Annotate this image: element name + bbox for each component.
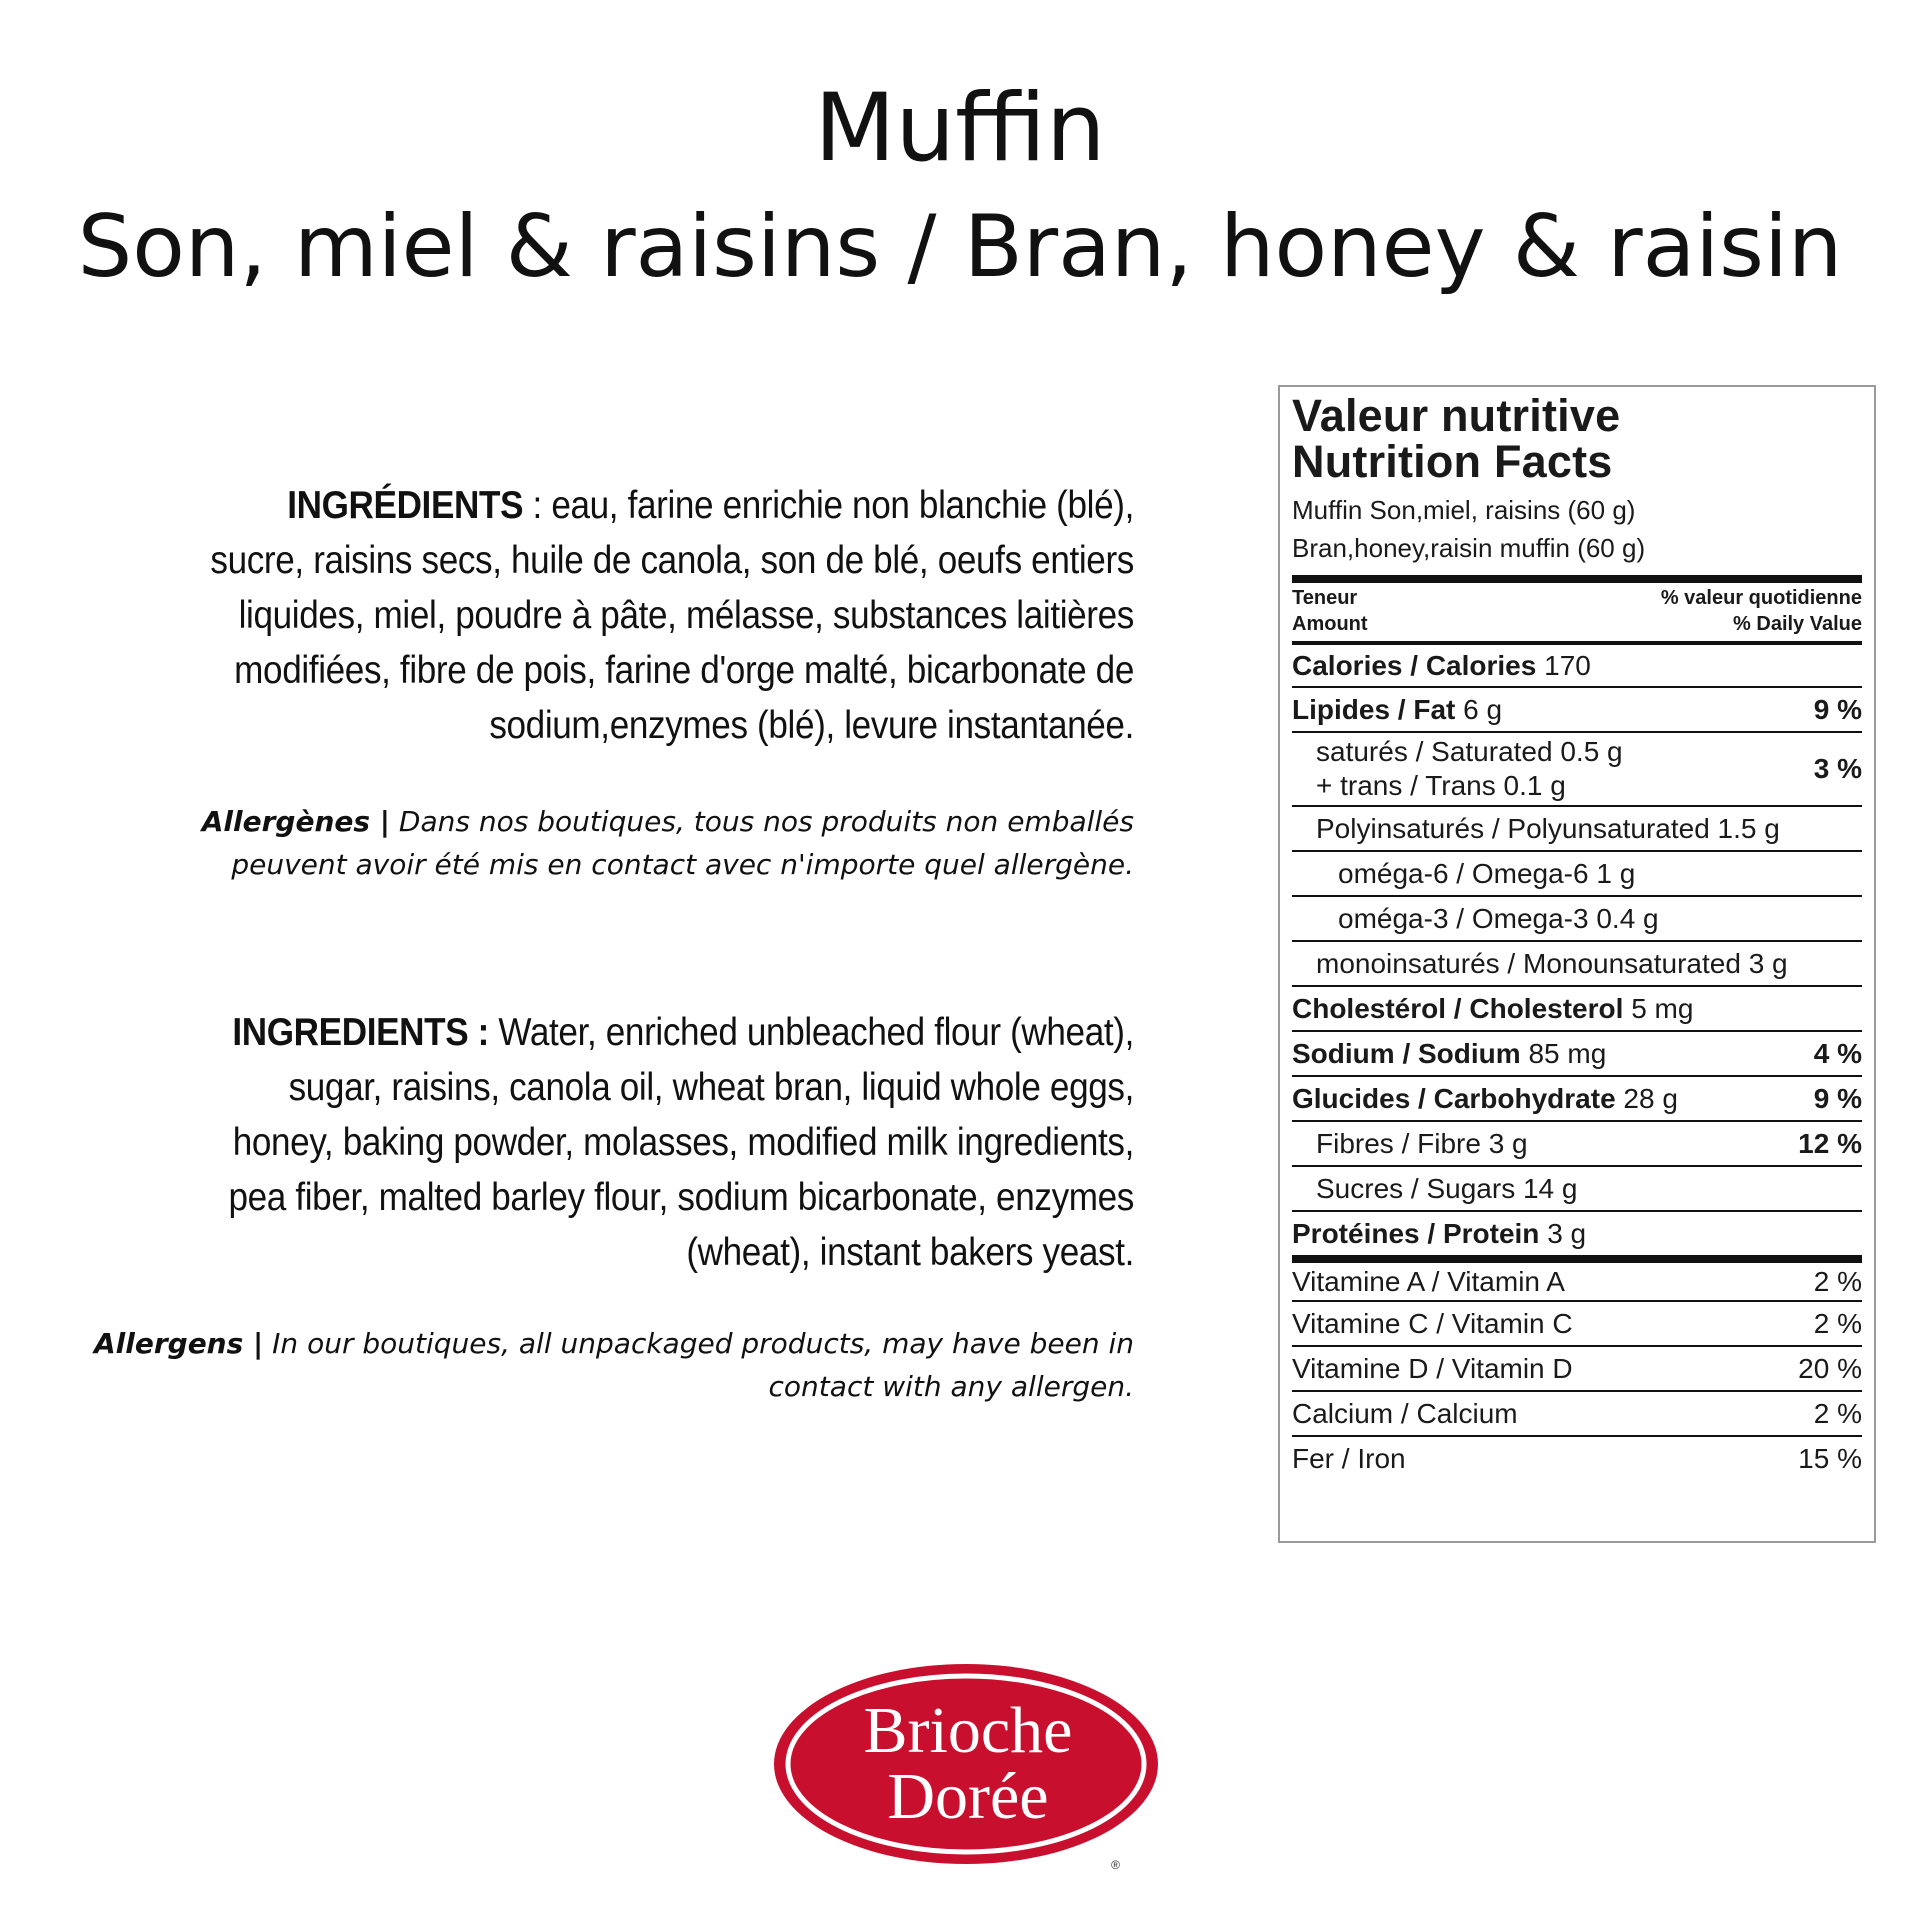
omega3-label: oméga-3 / Omega-3 0.4 g [1338, 902, 1659, 934]
carb-dv: 9 % [1813, 1082, 1862, 1114]
vitamin-dv: 20 % [1798, 1352, 1862, 1384]
nutrient-row-sugars [1292, 1165, 1862, 1210]
omega6-label: oméga-6 / Omega-6 1 g [1338, 857, 1636, 889]
logo-text-line1: Brioche [863, 1694, 1073, 1767]
nutrient-row-saturated-trans [1292, 731, 1862, 805]
logo-text-line2: Dorée [887, 1760, 1049, 1833]
ingredients-fr-text: : eau, farine enrichie non blanchie (blé), sucre, raisins secs, huile de canola, son de blé, oeufs entiers liquides, miel, poudre à pâte, mélasse, substances laitières modifiées, fibre de pois, farine d'orge malté, bicarbonate de sodium,enzymes (blé), levure instantanée. [210, 484, 1135, 747]
allergens-en [90, 1322, 1134, 1408]
registered-mark: ® [1111, 1858, 1120, 1872]
vitamin-label: Vitamine A / Vitamin A [1292, 1265, 1565, 1297]
nutrient-row-omega3 [1292, 895, 1862, 940]
page-title [0, 70, 1920, 306]
title-flavour: Son, miel & raisins / Bran, honey & raisin [77, 197, 1843, 297]
nutrition-header [1292, 583, 1862, 641]
vitamin-row [1292, 1435, 1862, 1480]
fat-dv: 9 % [1813, 693, 1862, 725]
nutrient-row-poly [1292, 805, 1862, 850]
protein-value: 3 g [1547, 1217, 1587, 1249]
fat-value: 6 g [1463, 693, 1503, 725]
trans-label: + trans / Trans 0.1 g [1316, 770, 1566, 801]
title-product: Muffin [814, 74, 1106, 183]
sodium-dv: 4 % [1813, 1037, 1862, 1069]
vitamin-label: Calcium / Calcium [1292, 1397, 1518, 1429]
nutrient-row-sodium [1292, 1030, 1862, 1075]
serving-size-en: Bran,honey,raisin muffin (60 g) [1292, 533, 1646, 563]
saturated-label: saturés / Saturated 0.5 g [1316, 736, 1623, 767]
vitamin-label: Vitamine D / Vitamin D [1292, 1352, 1573, 1384]
sodium-value: 85 mg [1528, 1037, 1607, 1069]
allergens-fr-text: Dans nos boutiques, tous nos produits non emballés peuvent avoir été mis en contact avec n'importe quel allergène. [231, 805, 1134, 881]
ingredients-en-label: INGREDIENTS : [232, 1011, 489, 1054]
divider-thick [1292, 575, 1862, 583]
allergens-fr-label: Allergènes | [201, 805, 391, 838]
fibre-label: Fibres / Fibre 3 g [1316, 1127, 1528, 1159]
nutrient-row-fibre [1292, 1120, 1862, 1165]
nutrient-row-omega6 [1292, 850, 1862, 895]
vitamin-label: Vitamine C / Vitamin C [1292, 1307, 1573, 1339]
allergens-en-text: In our boutiques, all unpackaged products, may have been in contact with any allergen. [263, 1327, 1134, 1403]
ingredients-en-text: Water, enriched unbleached flour (wheat), sugar, raisins, canola oil, wheat bran, liquid whole eggs, honey, baking powder, molasses, modified milk ingredients, pea fiber, malted barley flour, sodium bicarbonate, enzymes (wheat), instant bakers yeast. [228, 1011, 1135, 1274]
header-dv-en: % Daily Value [1733, 613, 1862, 635]
sugars-label: Sucres / Sugars 14 g [1316, 1172, 1578, 1204]
ingredients-en [194, 1005, 1134, 1280]
allergens-en-label: Allergens | [93, 1327, 264, 1360]
allergens-fr [90, 800, 1134, 886]
vitamin-row [1292, 1255, 1862, 1300]
vitamin-row [1292, 1300, 1862, 1345]
ingredients-fr [194, 478, 1134, 753]
brioche-doree-logo [770, 1660, 1166, 1872]
vitamin-row [1292, 1345, 1862, 1390]
cholesterol-label: Cholestérol / Cholesterol [1292, 992, 1624, 1024]
calories-value: 170 [1544, 649, 1591, 681]
serving-size [1292, 491, 1862, 567]
fat-label: Lipides / Fat [1292, 693, 1456, 725]
cholesterol-value: 5 mg [1631, 992, 1694, 1024]
ingredients-fr-label: INGRÉDIENTS [287, 484, 524, 527]
header-amount-en: Amount [1292, 613, 1368, 635]
vitamin-row [1292, 1390, 1862, 1435]
nutrition-title-en: Nutrition Facts [1292, 436, 1613, 487]
nutrient-row-protein [1292, 1210, 1862, 1255]
poly-label: Polyinsaturés / Polyunsaturated 1.5 g [1316, 812, 1780, 844]
nutrient-row-fat [1292, 686, 1862, 731]
vitamin-dv: 15 % [1798, 1442, 1862, 1474]
nutrition-facts-panel [1278, 385, 1876, 1543]
calories-label: Calories / Calories [1292, 649, 1537, 681]
nutrient-row-cholesterol [1292, 985, 1862, 1030]
nutrient-row-carbohydrate [1292, 1075, 1862, 1120]
vitamin-label: Fer / Iron [1292, 1442, 1406, 1474]
nutrient-row-mono [1292, 940, 1862, 985]
carb-label: Glucides / Carbohydrate [1292, 1082, 1616, 1114]
nutrient-row-calories [1292, 641, 1862, 686]
serving-size-fr: Muffin Son,miel, raisins (60 g) [1292, 495, 1636, 525]
header-amount-fr: Teneur [1292, 587, 1358, 609]
mono-label: monoinsaturés / Monounsaturated 3 g [1316, 947, 1788, 979]
protein-label: Protéines / Protein [1292, 1217, 1540, 1249]
sodium-label: Sodium / Sodium [1292, 1037, 1521, 1069]
sat-trans-dv: 3 % [1813, 753, 1862, 784]
carb-value: 28 g [1623, 1082, 1678, 1114]
header-dv-fr: % valeur quotidienne [1660, 587, 1862, 609]
vitamin-dv: 2 % [1813, 1307, 1862, 1339]
vitamin-dv: 2 % [1813, 1397, 1862, 1429]
nutrition-title-fr: Valeur nutritive [1292, 390, 1621, 441]
vitamin-dv: 2 % [1813, 1265, 1862, 1297]
fibre-dv: 12 % [1798, 1127, 1862, 1159]
